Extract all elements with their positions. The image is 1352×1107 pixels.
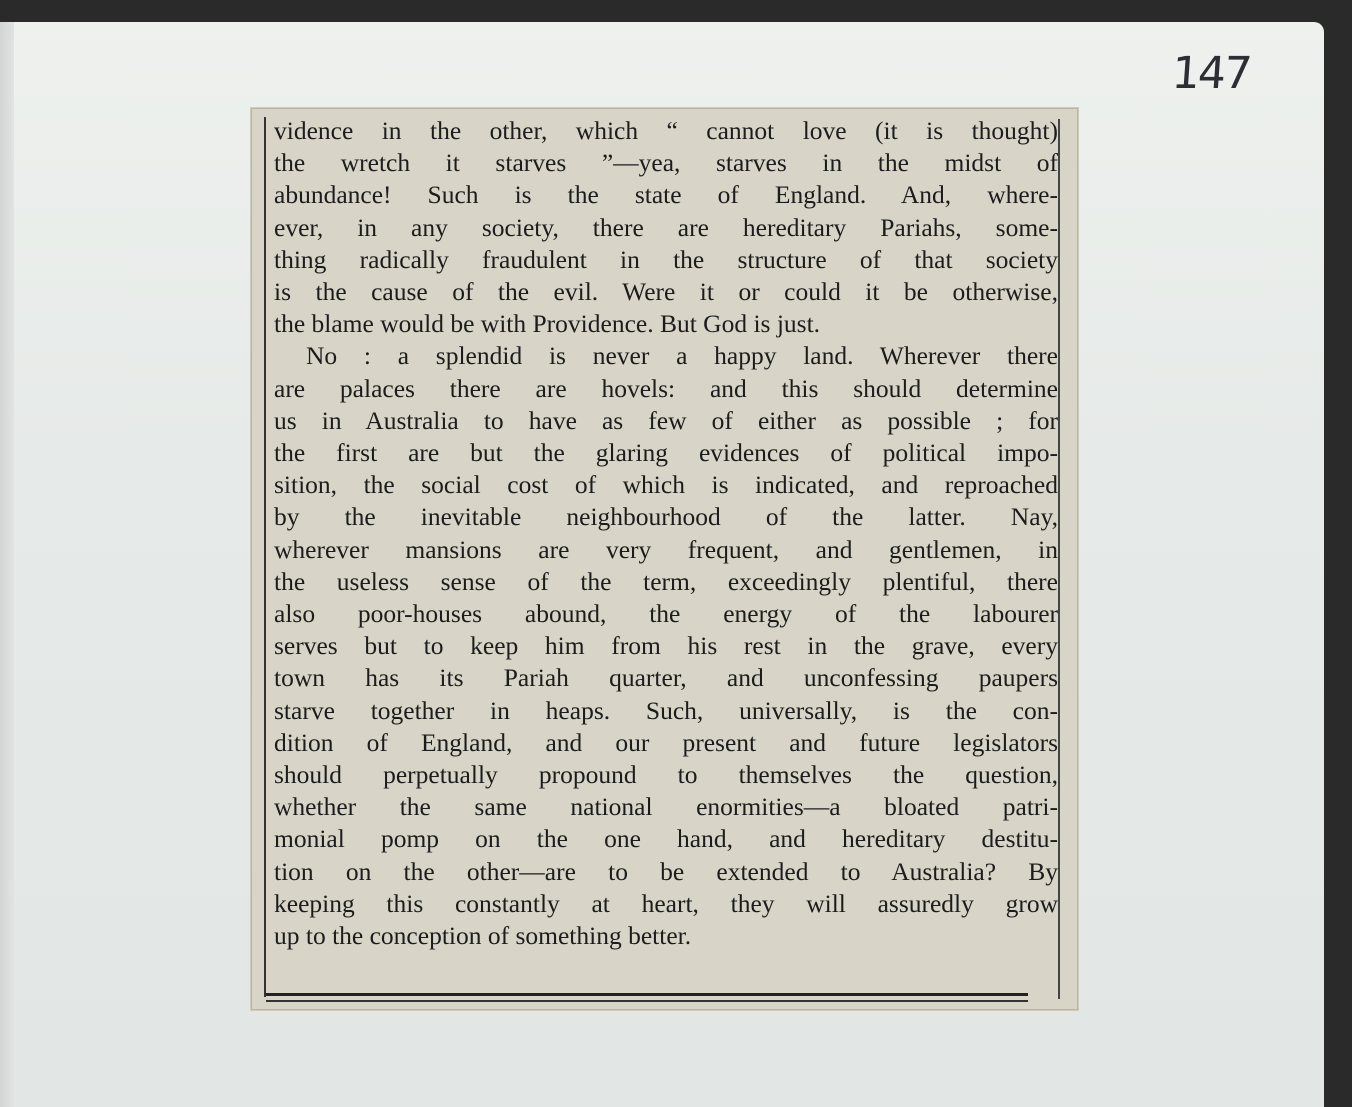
text-line: should perpetually propound to themselves the question, [274, 760, 1058, 790]
text-line: tion on the other—are to be extended to Australia? By [274, 856, 1058, 886]
text-line: are palaces there are hovels: and this should determine [274, 373, 1058, 403]
text-line: the blame would be with Providence. But God is just. [274, 309, 821, 339]
page-number: 147 [1170, 48, 1252, 99]
column-rule-right [1058, 119, 1060, 999]
paragraph-1 [274, 115, 1058, 340]
text-line: the first are but the glaring evidences of political impo- [274, 438, 1058, 468]
text-line: dition of England, and our present and future legislators [274, 727, 1058, 757]
newspaper-clipping [251, 108, 1078, 1010]
text-line: the useless sense of the term, exceedingly plentiful, there [274, 566, 1058, 596]
text-line: town has its Pariah quarter, and unconfessing paupers [274, 663, 1058, 693]
text-line: monial pomp on the one hand, and hereditary destitu- [274, 824, 1058, 854]
column-rule-left [264, 117, 266, 997]
text-line: serves but to keep him from his rest in the grave, every [274, 631, 1058, 661]
text-line: also poor-houses abound, the energy of the labourer [274, 599, 1058, 629]
text-line: sition, the social cost of which is indicated, and reproached [274, 470, 1058, 500]
paragraph-2 [274, 340, 1058, 952]
text-line: ever, in any society, there are hereditary Pariahs, some- [274, 212, 1058, 242]
text-line: us in Australia to have as few of either as possible ; for [274, 405, 1058, 435]
text-line: thing radically fraudulent in the structure of that society [274, 244, 1058, 274]
text-line: whether the same national enormities—a bloated patri- [274, 792, 1058, 822]
closing-double-rule [266, 993, 1028, 1002]
text-line: the wretch it starves ”—yea, starves in the midst of [274, 148, 1058, 178]
text-line: by the inevitable neighbourhood of the latter. Nay, [274, 502, 1058, 532]
text-line: starve together in heaps. Such, universally, is the con- [274, 695, 1058, 725]
text-line: keeping this constantly at heart, they will assuredly grow [274, 888, 1058, 918]
text-line: up to the conception of something better. [274, 921, 692, 951]
text-line: vidence in the other, which “ cannot love (it is thought) [274, 116, 1058, 145]
text-line: is the cause of the evil. Were it or could it be otherwise, [274, 277, 1058, 307]
article-text [274, 115, 1058, 952]
text-line: No : a splendid is never a happy land. Wherever there [306, 341, 1058, 371]
text-line: abundance! Such is the state of England. And, where- [274, 180, 1058, 210]
text-line: wherever mansions are very frequent, and gentlemen, in [274, 534, 1058, 564]
